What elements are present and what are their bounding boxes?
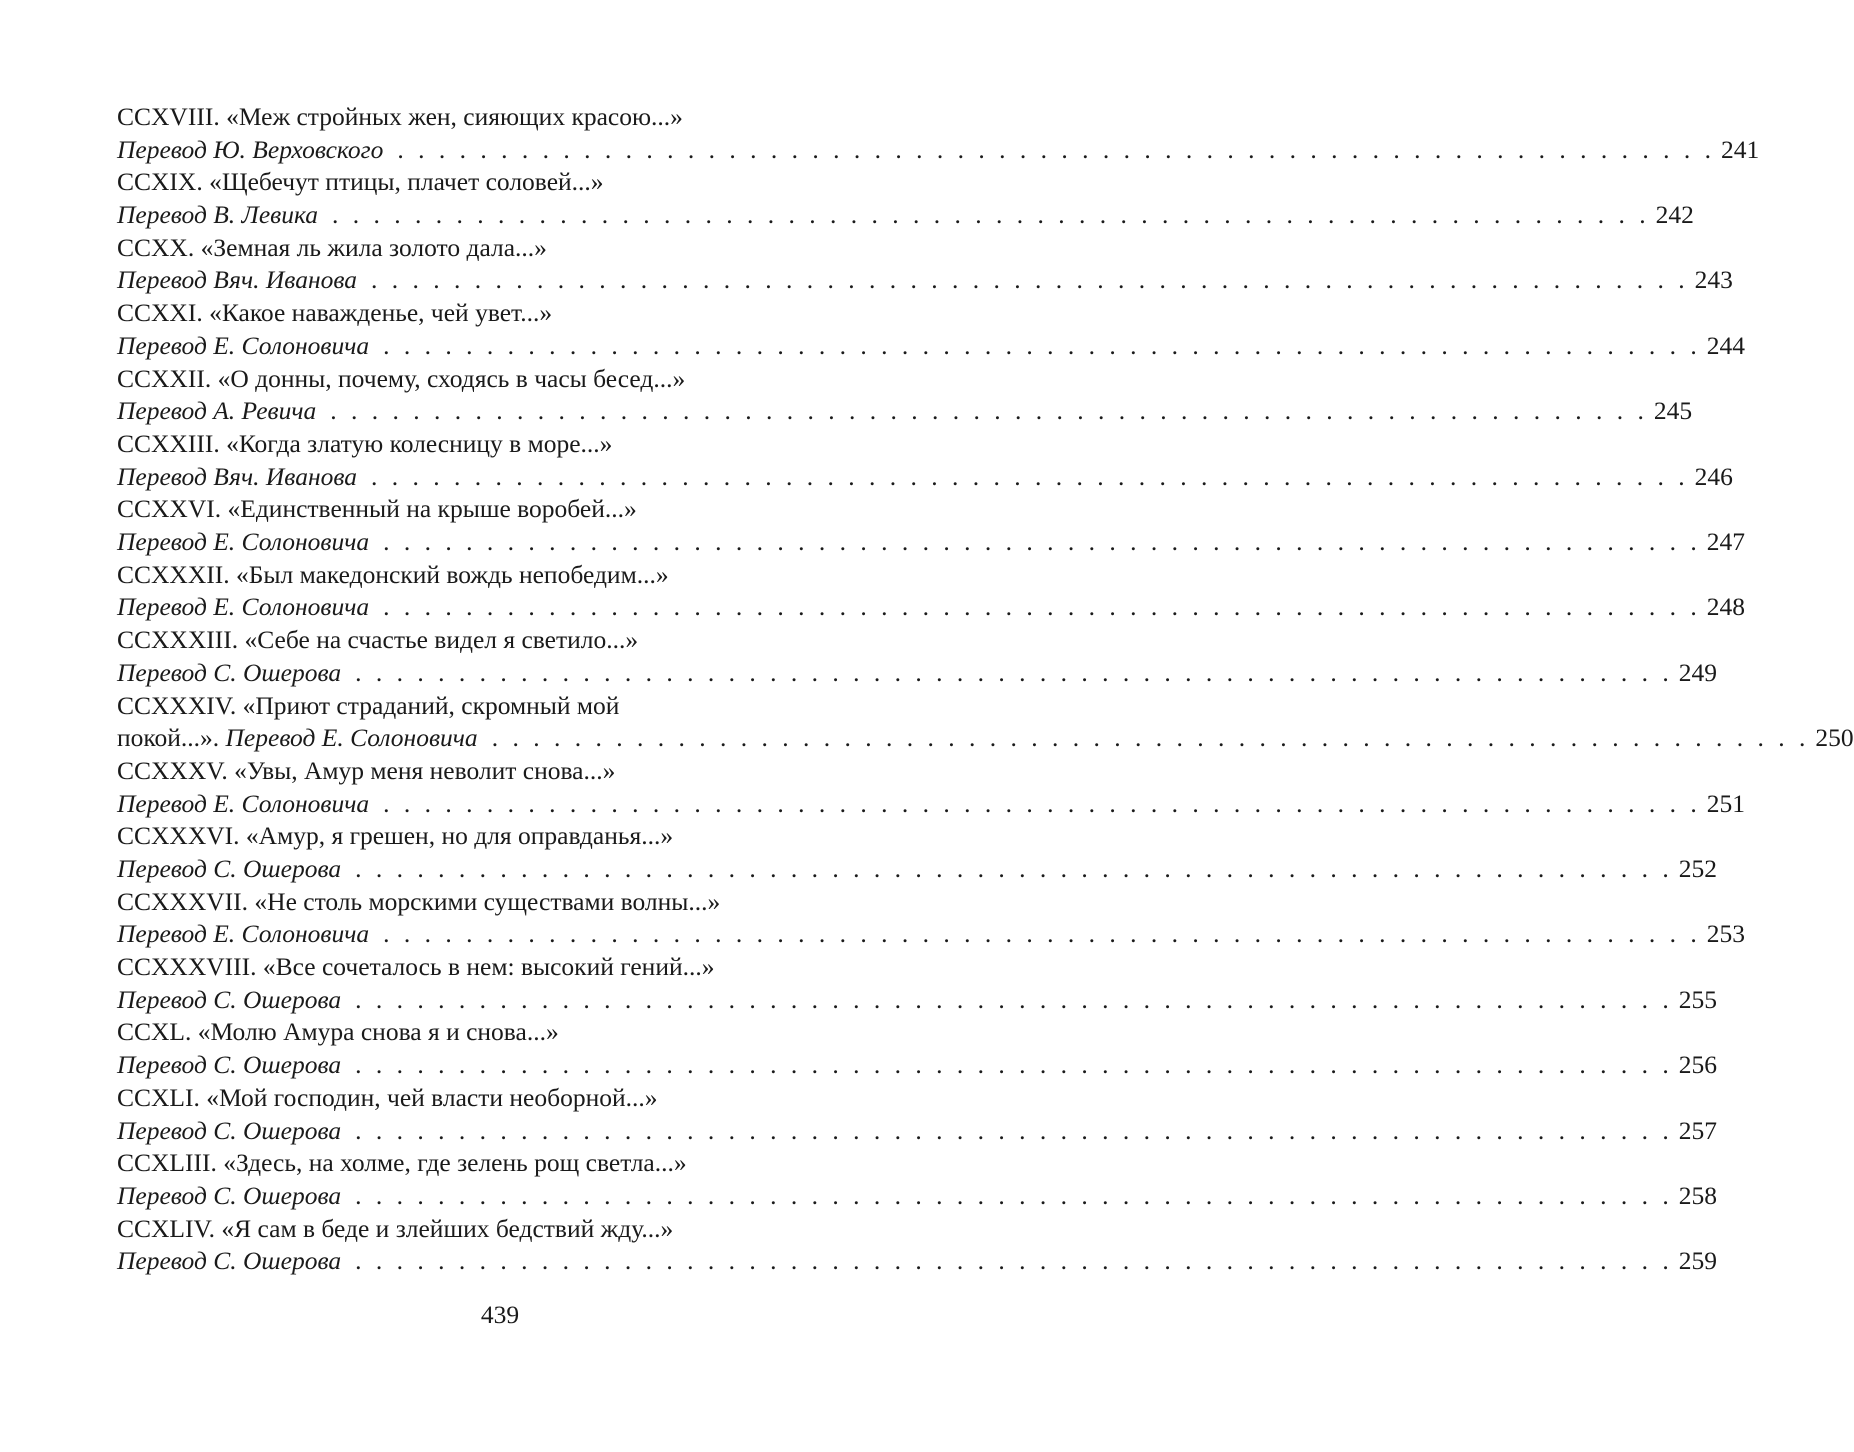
toc-entry: [117, 1016, 1717, 1081]
dot-leader: . . . . . . . . . . . . . . . . . . . . . . . . . . . . . . . . . . . . . . . . . . . . . . . . . . . . . . . . . . . . . . . .: [355, 1115, 1673, 1145]
dot-leader: . . . . . . . . . . . . . . . . . . . . . . . . . . . . . . . . . . . . . . . . . . . . . . . . . . . . . . . . . . . . . . . .: [383, 592, 1701, 622]
entry-title: CCXX. «Земная ль жила золото дала...»: [117, 232, 547, 262]
entry-translator: Перевод Е. Солоновича: [117, 919, 370, 949]
entry-translator: Перевод Е. Солоновича: [117, 592, 370, 622]
entry-translator: Перевод С. Ошерова: [117, 853, 342, 883]
entry-page: 257: [1678, 1115, 1717, 1145]
entry-page: 248: [1706, 592, 1746, 622]
entry-page: 259: [1678, 1246, 1717, 1276]
entry-title: CCXLIV. «Я сам в беде и злейших бедствий жду...»: [117, 1213, 674, 1243]
toc-entry: [117, 428, 1733, 493]
entry-title: CCXXII. «О донны, почему, сходясь в часы бесед...»: [117, 363, 686, 393]
entry-title: CCXXXVII. «Не столь морскими существами волны...»: [117, 886, 721, 916]
entry-page: 243: [1694, 265, 1733, 295]
dot-leader: . . . . . . . . . . . . . . . . . . . . . . . . . . . . . . . . . . . . . . . . . . . . . . . . . . . . . . . . . . . . . . . .: [355, 1180, 1673, 1210]
page-number: 439: [480, 1300, 520, 1329]
entry-title: CCXXVI. «Единственный на крыше воробей...»: [117, 494, 637, 524]
dot-leader: . . . . . . . . . . . . . . . . . . . . . . . . . . . . . . . . . . . . . . . . . . . . . . . . . . . . . . . . . . . . . . . .: [383, 527, 1701, 557]
dot-leader: . . . . . . . . . . . . . . . . . . . . . . . . . . . . . . . . . . . . . . . . . . . . . . . . . . . . . . . . . . . . . . . .: [491, 723, 1810, 753]
entry-title: CCXXXIII. «Себе на счастье видел я светило...»: [117, 625, 639, 655]
entry-translator: Перевод Е. Солоновича: [117, 788, 370, 818]
entry-title: CCXXXVIII. «Все сочеталось в нем: высокий гений...»: [117, 952, 715, 982]
entry-page: 245: [1653, 396, 1693, 426]
entry-title: CCXVIII. «Меж стройных жен, сияющих красою...»: [117, 102, 683, 131]
toc-entry: [117, 1213, 1717, 1278]
dot-leader: . . . . . . . . . . . . . . . . . . . . . . . . . . . . . . . . . . . . . . . . . . . . . . . . . . . . . . . . . . . . . . . .: [355, 1050, 1673, 1080]
dot-leader: . . . . . . . . . . . . . . . . . . . . . . . . . . . . . . . . . . . . . . . . . . . . . . . . . . . . . . . . . . . . . . . .: [332, 200, 1650, 230]
toc-entry: [117, 1082, 1717, 1147]
toc-entry: [117, 232, 1733, 297]
entry-translator: Перевод Вяч. Иванова: [117, 265, 357, 295]
entry-translator: Перевод С. Ошерова: [117, 1115, 342, 1145]
dot-leader: . . . . . . . . . . . . . . . . . . . . . . . . . . . . . . . . . . . . . . . . . . . . . . . . . . . . . . . . . . . . . . . .: [383, 919, 1701, 949]
entry-translator: Перевод С. Ошерова: [117, 1050, 342, 1080]
entry-page: 253: [1706, 919, 1746, 949]
entry-page: 256: [1678, 1050, 1717, 1080]
entry-title: CCXXXIV. «Приют страданий, скромный мой: [117, 690, 620, 720]
entry-page: 251: [1706, 788, 1746, 818]
dot-leader: . . . . . . . . . . . . . . . . . . . . . . . . . . . . . . . . . . . . . . . . . . . . . . . . . . . . . . . . . . . . . . . .: [355, 1246, 1673, 1276]
dot-leader: . . . . . . . . . . . . . . . . . . . . . . . . . . . . . . . . . . . . . . . . . . . . . . . . . . . . . . . . . . . . . . . .: [355, 984, 1673, 1014]
entry-title: CCXXXV. «Увы, Амур меня неволит снова...»: [117, 755, 616, 785]
entry-translator: Перевод В. Левика: [117, 200, 318, 230]
dot-leader: . . . . . . . . . . . . . . . . . . . . . . . . . . . . . . . . . . . . . . . . . . . . . . . . . . . . . . . . . . . . . . . .: [330, 396, 1648, 426]
entry-page: 250: [1815, 723, 1854, 753]
entry-page: 242: [1655, 200, 1694, 230]
entry-page: 247: [1706, 527, 1746, 557]
toc-entry: [117, 363, 1693, 428]
entry-title: CCXXIII. «Когда златую колесницу в море...»: [117, 428, 613, 458]
entry-title: CCXLIII. «Здесь, на холме, где зелень рощ светла...»: [117, 1148, 687, 1178]
toc-entry: [117, 297, 1746, 362]
entry-title: CCXIX. «Щебечут птицы, плачет соловей...»: [117, 167, 604, 197]
toc-entry: [117, 951, 1717, 1016]
toc-entry: [117, 166, 1694, 231]
dot-leader: . . . . . . . . . . . . . . . . . . . . . . . . . . . . . . . . . . . . . . . . . . . . . . . . . . . . . . . . . . . . . . . .: [355, 657, 1673, 687]
entry-title: CCXXXII. «Был македонский вождь непобедим...»: [117, 559, 669, 589]
entry-page: 246: [1694, 461, 1733, 491]
entry-title-continuation: покой...».: [117, 723, 220, 753]
toc-entry: [117, 886, 1746, 951]
entry-translator: Перевод Е. Солоновича: [117, 527, 370, 557]
toc-entry: [117, 493, 1746, 558]
dot-leader: . . . . . . . . . . . . . . . . . . . . . . . . . . . . . . . . . . . . . . . . . . . . . . . . . . . . . . . . . . . . . . . .: [383, 330, 1701, 360]
entry-page: 255: [1678, 984, 1717, 1014]
entry-translator: Перевод С. Ошерова: [117, 1180, 342, 1210]
entry-translator: Перевод Е. Солоновича: [225, 723, 478, 753]
entry-page: 241: [1720, 134, 1760, 164]
entry-translator: Перевод С. Ошерова: [117, 657, 342, 687]
dot-leader: . . . . . . . . . . . . . . . . . . . . . . . . . . . . . . . . . . . . . . . . . . . . . . . . . . . . . . . . . . . . . . . .: [383, 788, 1701, 818]
entry-translator: Перевод Е. Солоновича: [117, 330, 370, 360]
entry-translator: Перевод Ю. Верховского: [117, 134, 384, 164]
entry-translator: Перевод А. Ревича: [117, 396, 317, 426]
entry-page: 258: [1678, 1180, 1717, 1210]
entry-page: 244: [1706, 330, 1746, 360]
toc-entry: [117, 559, 1746, 624]
entry-translator: Перевод С. Ошерова: [117, 984, 342, 1014]
entry-translator: Перевод С. Ошерова: [117, 1246, 342, 1276]
toc-entry: [117, 624, 1717, 689]
dot-leader: . . . . . . . . . . . . . . . . . . . . . . . . . . . . . . . . . . . . . . . . . . . . . . . . . . . . . . . . . . . . . . . .: [355, 853, 1673, 883]
dot-leader: . . . . . . . . . . . . . . . . . . . . . . . . . . . . . . . . . . . . . . . . . . . . . . . . . . . . . . . . . . . . . . . .: [370, 461, 1689, 491]
toc-entry: [117, 690, 1854, 755]
entry-page: 249: [1678, 657, 1717, 687]
entry-title: CCXXI. «Какое наважденье, чей увет...»: [117, 298, 553, 328]
table-of-contents: [117, 101, 1854, 1278]
toc-entry: [117, 820, 1717, 885]
entry-title: CCXL. «Молю Амура снова я и снова...»: [117, 1017, 559, 1047]
entry-page: 252: [1678, 853, 1717, 883]
entry-title: CCXLI. «Мой господин, чей власти необорной...»: [117, 1082, 658, 1112]
entry-title: CCXXXVI. «Амур, я грешен, но для оправданья...»: [117, 821, 674, 851]
toc-entry: [117, 1147, 1717, 1212]
entry-translator: Перевод Вяч. Иванова: [117, 461, 357, 491]
toc-entry: [117, 755, 1746, 820]
toc-entry: [117, 101, 1760, 166]
dot-leader: . . . . . . . . . . . . . . . . . . . . . . . . . . . . . . . . . . . . . . . . . . . . . . . . . . . . . . . . . . . . . . . .: [397, 134, 1715, 164]
dot-leader: . . . . . . . . . . . . . . . . . . . . . . . . . . . . . . . . . . . . . . . . . . . . . . . . . . . . . . . . . . . . . . . .: [370, 265, 1689, 295]
